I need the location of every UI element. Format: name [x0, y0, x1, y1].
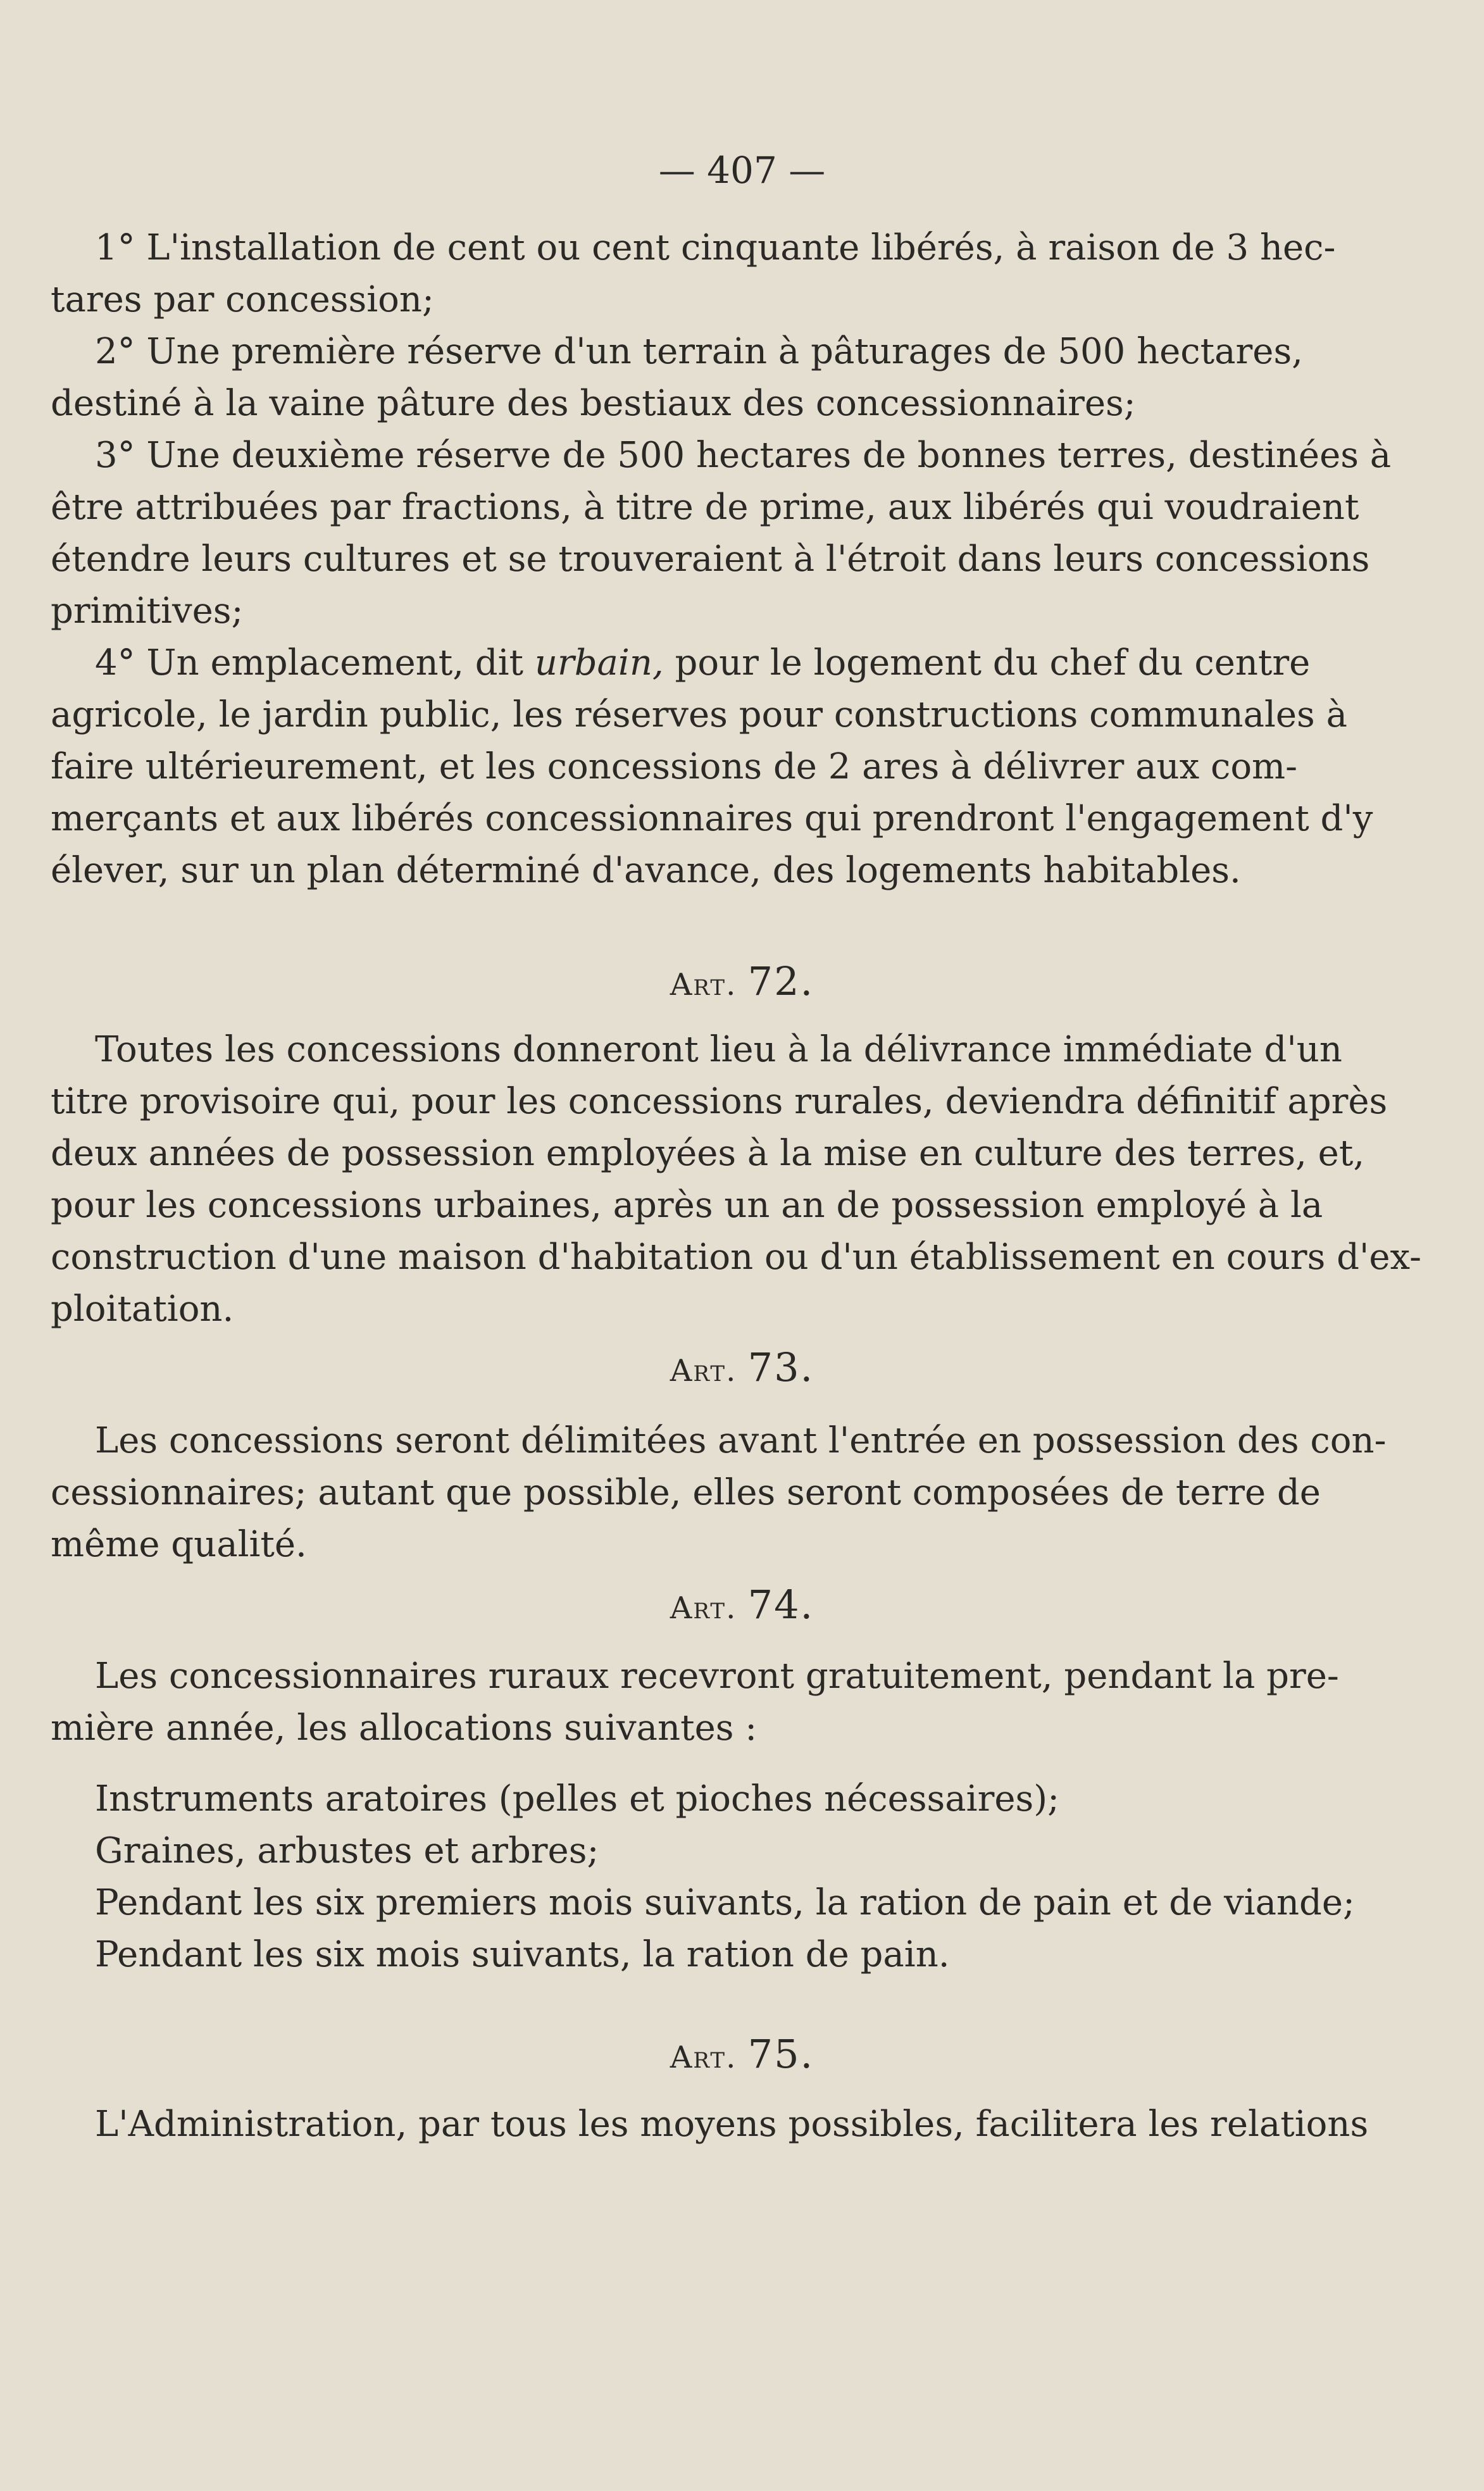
- article-label: Art.: [670, 967, 737, 1002]
- article-label: Art.: [670, 1353, 737, 1389]
- article-number: 73.: [747, 1344, 814, 1390]
- text-line: Les concessionnaires ruraux recevront gratuitement, pendant la pre-: [95, 1656, 1339, 1697]
- article-heading: [0, 2031, 1484, 2077]
- article-number: 75.: [747, 2031, 814, 2077]
- text-line: même qualité.: [51, 1524, 307, 1565]
- text-line: 1° L'installation de cent ou cent cinquante libérés, à raison de 3 hec-: [95, 227, 1336, 268]
- text-line: étendre leurs cultures et se trouveraient à l'étroit dans leurs concessions: [51, 539, 1370, 580]
- text-line: destiné à la vaine pâture des bestiaux des concessionnaires;: [51, 383, 1136, 424]
- text-line: [95, 642, 1311, 684]
- text-line: construction d'une maison d'habitation ou d'un établissement en cours d'ex-: [51, 1237, 1422, 1278]
- text-line: agricole, le jardin public, les réserves pour constructions communales à: [51, 694, 1347, 735]
- article-number: 72.: [747, 958, 814, 1004]
- article-label: Art.: [670, 2040, 737, 2075]
- article-heading: [0, 958, 1484, 1004]
- text-line: être attribuées par fractions, à titre de prime, aux libérés qui voudraient: [51, 487, 1359, 528]
- text-line: titre provisoire qui, pour les concessions rurales, deviendra définitif après: [51, 1081, 1388, 1122]
- article-label: Art.: [670, 1590, 737, 1626]
- text-line: cessionnaires; autant que possible, elles seront composées de terre de: [51, 1472, 1321, 1513]
- text-segment: pour le logement du chef du centre: [663, 642, 1311, 684]
- italic-term: urbain,: [534, 642, 664, 684]
- text-line: Instruments aratoires (pelles et pioches nécessaires);: [95, 1778, 1059, 1820]
- text-line: ploitation.: [51, 1289, 234, 1330]
- text-line: faire ultérieurement, et les concessions de 2 ares à délivrer aux com-: [51, 746, 1298, 787]
- text-line: primitives;: [51, 590, 244, 632]
- text-line: Les concessions seront délimitées avant l'entrée en possession des con-: [95, 1420, 1387, 1461]
- text-line: Graines, arbustes et arbres;: [95, 1830, 599, 1871]
- text-line: Pendant les six mois suivants, la ration de pain.: [95, 1934, 950, 1975]
- article-heading: [0, 1582, 1484, 1628]
- text-line: mière année, les allocations suivantes :: [51, 1707, 758, 1749]
- page-number: — 407 —: [658, 149, 826, 192]
- text-line: L'Administration, par tous les moyens possibles, facilitera les relations: [95, 2104, 1369, 2145]
- text-segment: 4° Un emplacement, dit: [95, 642, 535, 684]
- text-line: 2° Une première réserve d'un terrain à pâturages de 500 hectares,: [95, 331, 1303, 372]
- text-line: merçants et aux libérés concessionnaires qui prendront l'engagement d'y: [51, 798, 1373, 839]
- text-line: élever, sur un plan déterminé d'avance, des logements habitables.: [51, 850, 1241, 891]
- article-heading: [0, 1344, 1484, 1390]
- text-line: deux années de possession employées à la mise en culture des terres, et,: [51, 1133, 1365, 1174]
- text-line: 3° Une deuxième réserve de 500 hectares de bonnes terres, destinées à: [95, 435, 1392, 476]
- article-number: 74.: [747, 1582, 814, 1628]
- text-line: tares par concession;: [51, 279, 434, 320]
- text-line: pour les concessions urbaines, après un an de possession employé à la: [51, 1185, 1323, 1226]
- text-line: Toutes les concessions donneront lieu à la délivrance immédiate d'un: [95, 1029, 1342, 1070]
- text-line: Pendant les six premiers mois suivants, la ration de pain et de viande;: [95, 1882, 1355, 1923]
